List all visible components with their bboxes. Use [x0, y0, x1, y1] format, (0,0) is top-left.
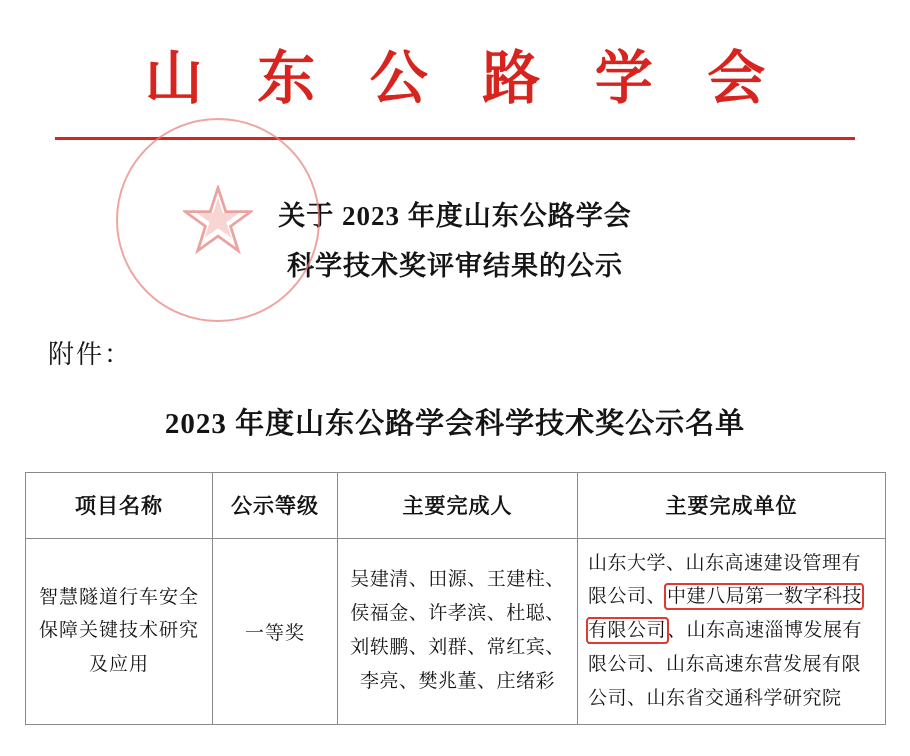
- cell-contributors: [338, 538, 578, 724]
- award-table: [25, 472, 886, 725]
- table-header: [26, 472, 886, 538]
- letterhead: [0, 0, 910, 140]
- column-header-award-level: 公示等级: [213, 472, 338, 538]
- column-header-contributors: 主要完成人: [338, 472, 578, 538]
- table-header-row: [26, 472, 886, 538]
- column-header-organizations: 主要完成单位: [578, 472, 886, 538]
- contributor-line: 吴建清、田源、王建柱、: [350, 569, 565, 591]
- contributor-line: 李亮、樊兆董、庄绪彩: [359, 670, 555, 692]
- cell-project-name: 智慧隧道行车安全保障关键技术研究及应用: [26, 538, 213, 724]
- document-title-line-1: 关于 2023 年度山东公路学会: [278, 200, 632, 231]
- cell-organizations: [578, 538, 886, 724]
- table-row: [26, 538, 886, 724]
- highlighted-organization: 中建八局第一数字科技有限公司: [588, 586, 863, 642]
- table-body: [26, 538, 886, 724]
- organizations-prefix: 山东大学、山东高速建设管理有限公司、: [588, 552, 862, 608]
- document-title-line-2: 科学技术奖评审结果的公示: [287, 250, 623, 281]
- organizations-suffix: 、山东高速淄博发展有限公司、山东高速东营发展有限公司、山东省交通科学研究院: [588, 620, 863, 709]
- cell-award-level: 一等奖: [213, 538, 338, 724]
- contributor-line: 侯福金、许孝滨、杜聪、: [350, 603, 565, 625]
- contributor-line: 刘轶鹏、刘群、常红宾、: [350, 637, 565, 659]
- award-table-wrapper: [25, 472, 885, 725]
- letterhead-organization-title: 山 东 公 路 学 会: [144, 46, 786, 111]
- column-header-project-name: 项目名称: [26, 472, 213, 538]
- letterhead-divider: [55, 137, 855, 140]
- document-title: [0, 192, 910, 292]
- attachment-label: 附件：: [48, 339, 133, 369]
- list-title: 2023 年度山东公路学会科学技术奖公示名单: [164, 407, 746, 440]
